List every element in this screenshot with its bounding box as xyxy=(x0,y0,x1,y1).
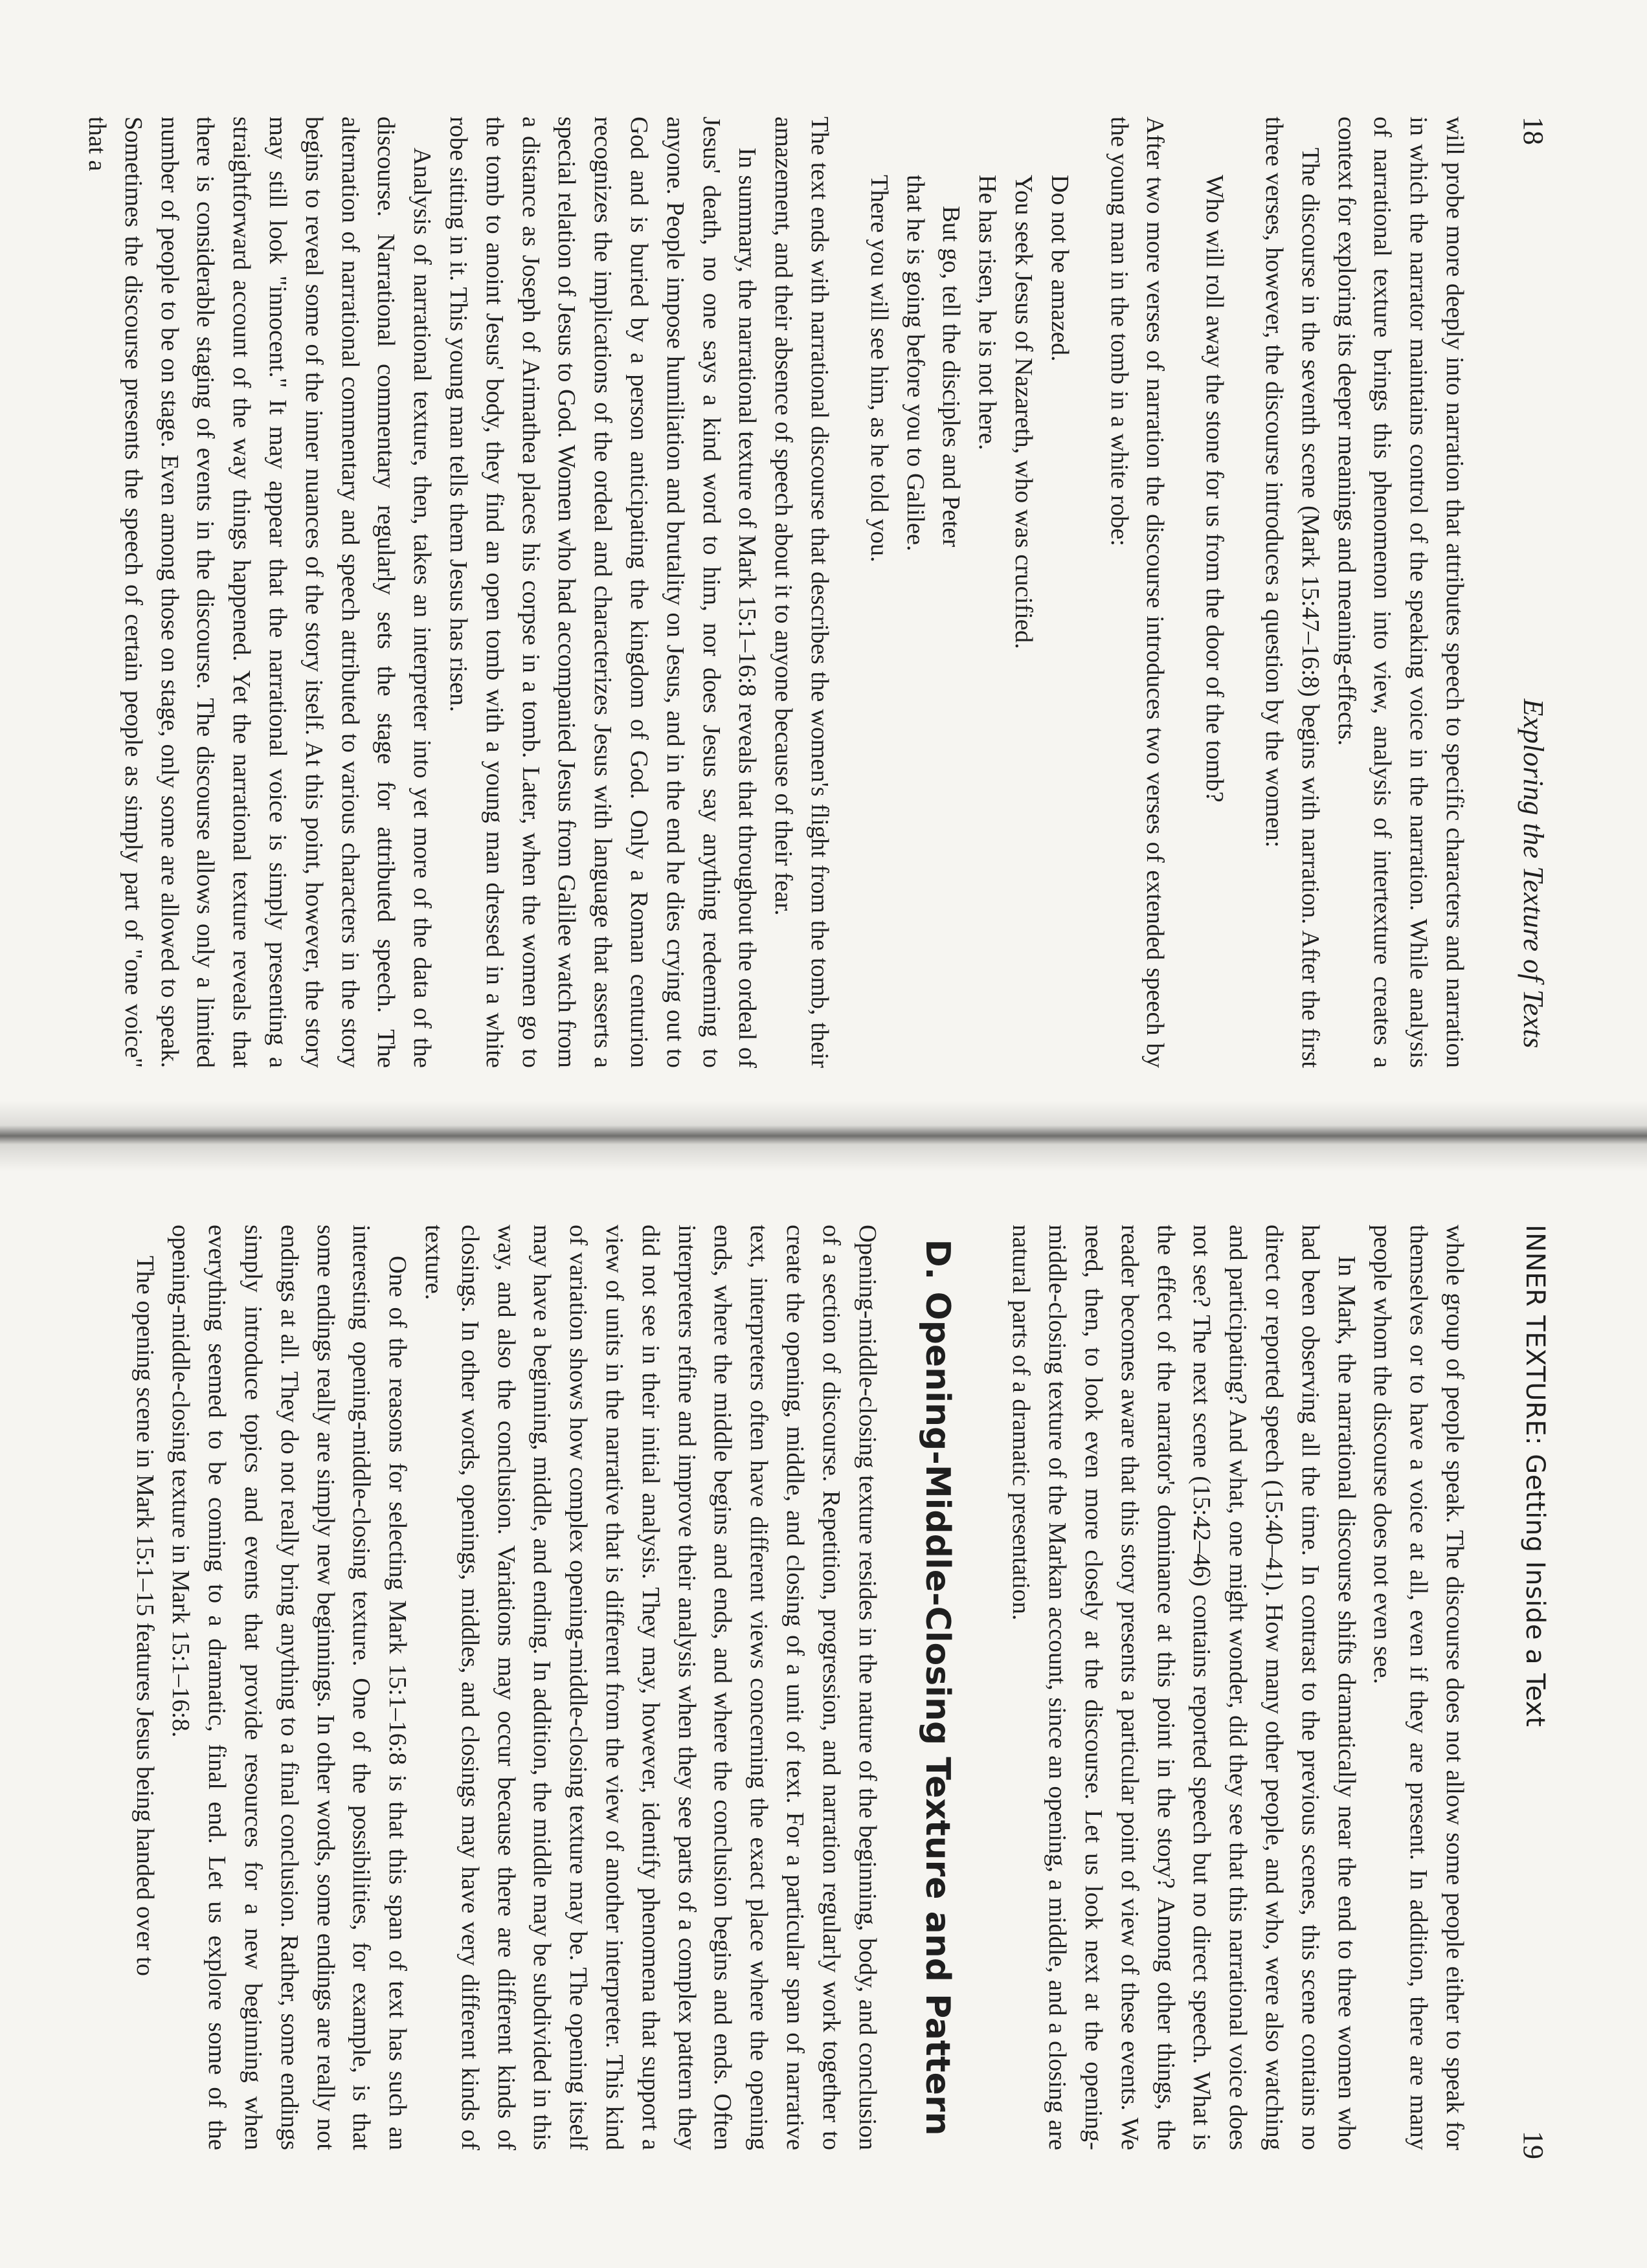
speech-line: that he is going before you to Galilee. xyxy=(901,175,929,551)
right-page xyxy=(0,1134,1647,2268)
running-head-right: INNER TEXTURE: Getting Inside a Text xyxy=(1520,1225,1550,1728)
left-page-body xyxy=(78,117,1472,1068)
speech-quote-block xyxy=(860,175,1077,1068)
reasons-paragraph: One of the reasons for selecting Mark 15:1–16:8 is that this span of text has such an interesting opening-middle-closing texture. One of the possibilities, for example, is that some endings really are simply new beginnings. In other words, some endings are really not endings at all. They do not really bring anything to a final conclusion. Rather, some endings simply introduce topics and events that provide resources for a new beginning when everything seemed to be coming to a dramatic, final end. Let us explore some of the opening-middle-closing texture in Mark 15:1–16:8. xyxy=(167,1225,412,2150)
continued-paragraph: whole group of people speak. The discourse does not allow some people either to speak for themselves or to have a voice at all, even if they are present. In addition, there are many people whom the discourse does not even see. xyxy=(1369,1225,1468,2150)
omc-paragraph: Opening-middle-closing texture resides in the nature of the beginning, body, and conclusion of a section of discourse. Repetition, progression, and narration regularly work together to create the opening, middle, and closing of a unit of text. For a particular span of narrative text, interpreters often have different views concerning the exact place where the opening ends, where the middle begins and ends, and where the conclusion begins and ends. Often interpreters refine and improve their analysis when they see parts of a complex pattern they did not see in their initial analysis. They may, however, identify phenomena that support a view of units in the narrative that is different from the view of another interpreter. This kind of variation shows how complex opening-middle-closing texture may be. The opening itself may have a beginning, middle, and ending. In addition, the middle may be subdivided in this way, and also the conclusion. Variations may occur because there are different kinds of closings. In other words, openings, middles, and closings may have very different kinds of texture. xyxy=(420,1225,881,2150)
speech-line: Do not be amazed. xyxy=(1046,175,1073,362)
running-head-left: Exploring the Texture of Texts xyxy=(1518,698,1549,1049)
speech-line: But go, tell the disciples and Peter xyxy=(937,206,965,548)
analysis-paragraph: Analysis of narrational texture, then, takes an interpreter into yet more of the data of the discourse. Narrational commentary regularly sets the stage for attributed speech. The alternation of narrational commentary and speech attributed to various characters in the story begins to reveal some of the inner nuances of the story itself. At this point, however, the story may still look "innocent." It may appear that the narrational voice is simply presenting a straightforward account of the way things happened. Yet the narrational texture reveals that there is considerable staging of events in the discourse. The discourse allows only a limited number of people to be on stage. Even among those on stage, only some are allowed to speak. Sometimes the discourse presents the speech of certain people as simply part of "one voice" that a xyxy=(84,117,436,1068)
summary-paragraph: In summary, the narrational texture of Mark 15:1–16:8 reveals that throughout the ordeal of Jesus' death, no one says a kind word to him, nor does Jesus say anything redeeming to anyone. People impose humiliation and brutality on Jesus, and in the end he dies crying out to God and is buried by a person anticipating the kingdom of God. Only a Roman centurion recognizes the implications of the ordeal and characterizes Jesus with language that asserts a special relation of Jesus to God. Women who had accompanied Jesus from Galilee watch from a distance as Joseph of Arimathea places his corpse in a tomb. Later, when the women go to the tomb to anoint Jesus' body, they find an open tomb with a young man dressed in a white robe sitting in it. This young man tells them Jesus has risen. xyxy=(445,117,761,1068)
page-number-right: 19 xyxy=(1518,2131,1549,2159)
question-quote-block xyxy=(1196,175,1232,1068)
mark-paragraph: In Mark, the narrational discourse shifts dramatically near the end to three women who had been observing all the time. In contrast to the previous scenes, this scene contains no direct or reported speech (15:40–41). How many other people, and who, were also watching and participating? And what, one might wonder, did they see that this narrational voice does not see? The next scene (15:42–46) contains reported speech but no direct speech. What is the effect of the narrator's dominance at this point in the story? Among other things, the reader becomes aware that this story presents a particular point of view of these events. We need, then, to look even more closely at the discourse. Let us look next at the opening-middle-closing texture of the Markan account, since an opening, a middle, and a closing are natural parts of a dramatic presentation. xyxy=(1007,1225,1360,2150)
right-page-body xyxy=(126,1225,1472,2150)
question-quote: Who will roll away the stone for us from the door of the tomb? xyxy=(1201,175,1229,803)
speech-line: There you will see him, as he told you. xyxy=(865,175,893,562)
intro-paragraph: will probe more deeply into narration that attributes speech to specific characters and narration in which the narrator maintains control of the speaking voice in the narration. While analysis of narrational texture brings this phenomenon into view, analysis of intertexture creates a context for exploring its deeper meanings and meaning-effects. xyxy=(1332,117,1468,1068)
ends-paragraph: The text ends with narrational discourse that describes the women's flight from the tomb, their amazement, and their absence of speech about it to anyone because of their fear. xyxy=(770,117,834,1068)
speech-line: He has risen, he is not here. xyxy=(974,175,1002,450)
page-number-left: 18 xyxy=(1518,117,1549,145)
speech-line: You seek Jesus of Nazareth, who was crucified. xyxy=(1010,175,1038,649)
discourse-paragraph: The discourse in the seventh scene (Mark 15:47–16:8) begins with narration. After the first three verses, however, the discourse introduces a question by the women: xyxy=(1260,117,1324,1068)
final-line: The opening scene in Mark 15:1–15 features Jesus being handed over to xyxy=(131,1256,159,1976)
section-heading: D. Opening-Middle-Closing Texture and Pattern xyxy=(917,1239,957,2136)
after-paragraph: After two more verses of narration the discourse introduces two verses of extended speech by the young man in the tomb in a white robe: xyxy=(1105,117,1169,1068)
